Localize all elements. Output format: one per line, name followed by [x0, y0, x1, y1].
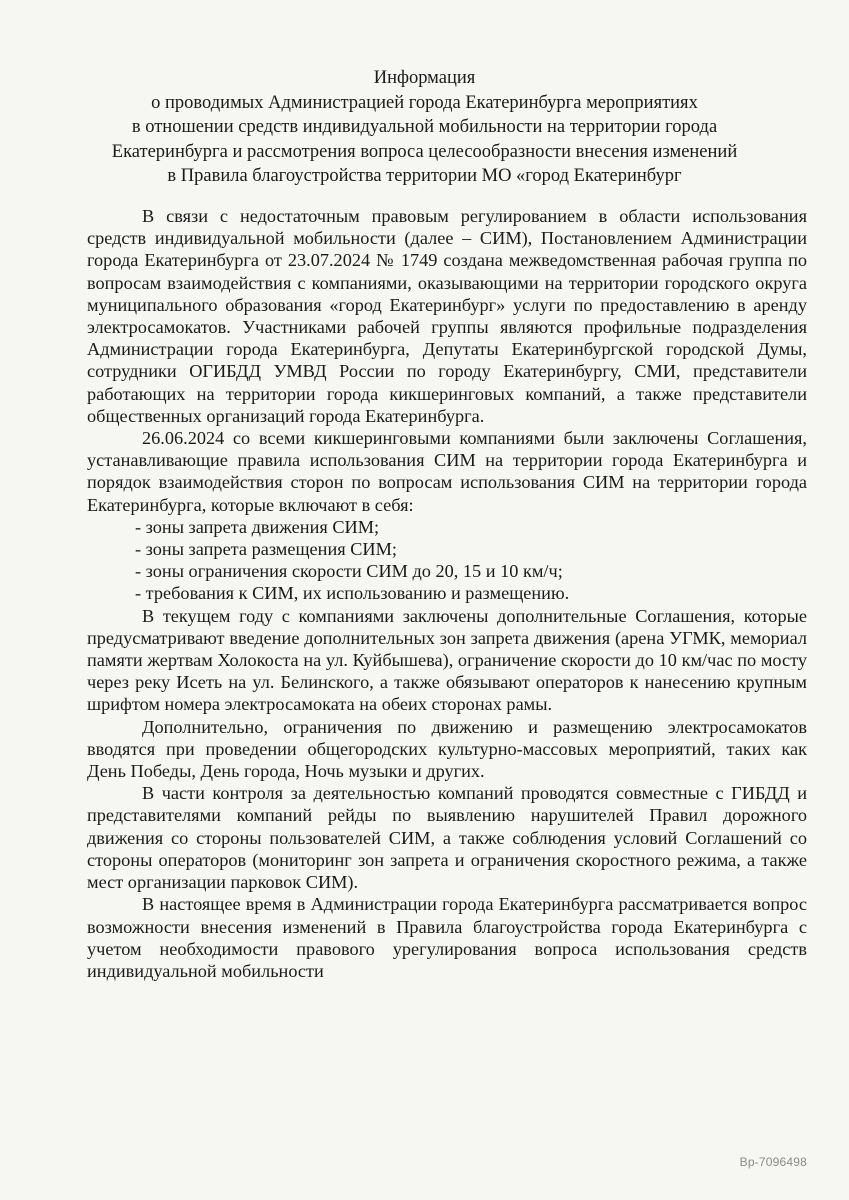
requirements-list	[87, 516, 807, 605]
paragraph: В связи с недостаточным правовым регулированием в области использования средств индивидуальной мобильности (далее – СИМ), Постановлением Администрации города Екатеринбурга от 23.07.2024 № 1749 создана межведомственная рабочая группа по вопросам взаимодействия с компаниями, оказывающими на территории городского округа муниципального образования «город Екатеринбург» услуги по предоставлению в аренду электросамокатов. Участниками рабочей группы являются профильные подразделения Администрации города Екатеринбурга, Депутаты Екатеринбургской городской Думы, сотрудники ОГИБДД УМВД России по городу Екатеринбургу, СМИ, представители работающих на территории города кикшеринговых компаний, а также представители общественных организаций города Екатеринбурга.	[87, 206, 807, 426]
title-line: о проводимых Администрацией города Екатеринбурга мероприятиях	[151, 92, 698, 113]
paragraph: В части контроля за деятельностью компаний проводятся совместные с ГИБДД и представителями компаний рейды по выявлению нарушителей Правил дорожного движения со стороны пользователей СИМ, а также соблюдения условий Соглашений со стороны операторов (мониторинг зон запрета и ограничения скоростного режима, а также мест организации парковок СИМ).	[87, 783, 807, 893]
paragraph: В текущем году с компаниями заключены дополнительные Соглашения, которые предусматривают введение дополнительных зон запрета движения (арена УГМК, мемориал памяти жертвам Холокоста на ул. Куйбышева), ограничение скорости до 10 км/час по мосту через реку Исеть на ул. Белинского, а также обязывают операторов к нанесению крупным шрифтом номера электросамоката на обеих сторонах рамы.	[87, 605, 807, 715]
list-item: - зоны запрета размещения СИМ;	[135, 539, 397, 560]
list-item: - зоны ограничения скорости СИМ до 20, 15 и 10 км/ч;	[135, 561, 563, 582]
title-line: Информация	[373, 68, 476, 88]
document-body	[87, 205, 807, 982]
list-item: - зоны запрета движения СИМ;	[135, 516, 380, 537]
registration-number: Вр-7096498	[739, 1155, 807, 1169]
title-line: в Правила благоустройства территории МО «город Екатеринбург	[167, 166, 682, 186]
list-item: - требования к СИМ, их использованию и размещению.	[135, 583, 570, 604]
paragraph: 26.06.2024 со всеми кикшеринговыми компаниями были заключены Соглашения, устанавливающие правила использования СИМ на территории города Екатеринбурга и порядок взаимодействия сторон по вопросам использования СИМ на территории города Екатеринбурга, которые включают в себя:	[87, 428, 807, 515]
document-title	[60, 66, 789, 189]
paragraph: Дополнительно, ограничения по движению и размещению электросамокатов вводятся при проведении общегородских культурно-массовых мероприятий, таких как День Победы, День города, Ночь музыки и других.	[87, 716, 807, 782]
paragraph: В настоящее время в Администрации города Екатеринбурга рассматривается вопрос возможности внесения изменений в Правила благоустройства города Екатеринбурга с учетом необходимости правового урегулирования вопроса использования средств индивидуальной мобильности	[87, 894, 807, 981]
title-line: Екатеринбурга и рассмотрения вопроса целесообразности внесения изменений	[111, 141, 738, 162]
title-line: в отношении средств индивидуальной мобильности на территории города	[131, 117, 718, 137]
